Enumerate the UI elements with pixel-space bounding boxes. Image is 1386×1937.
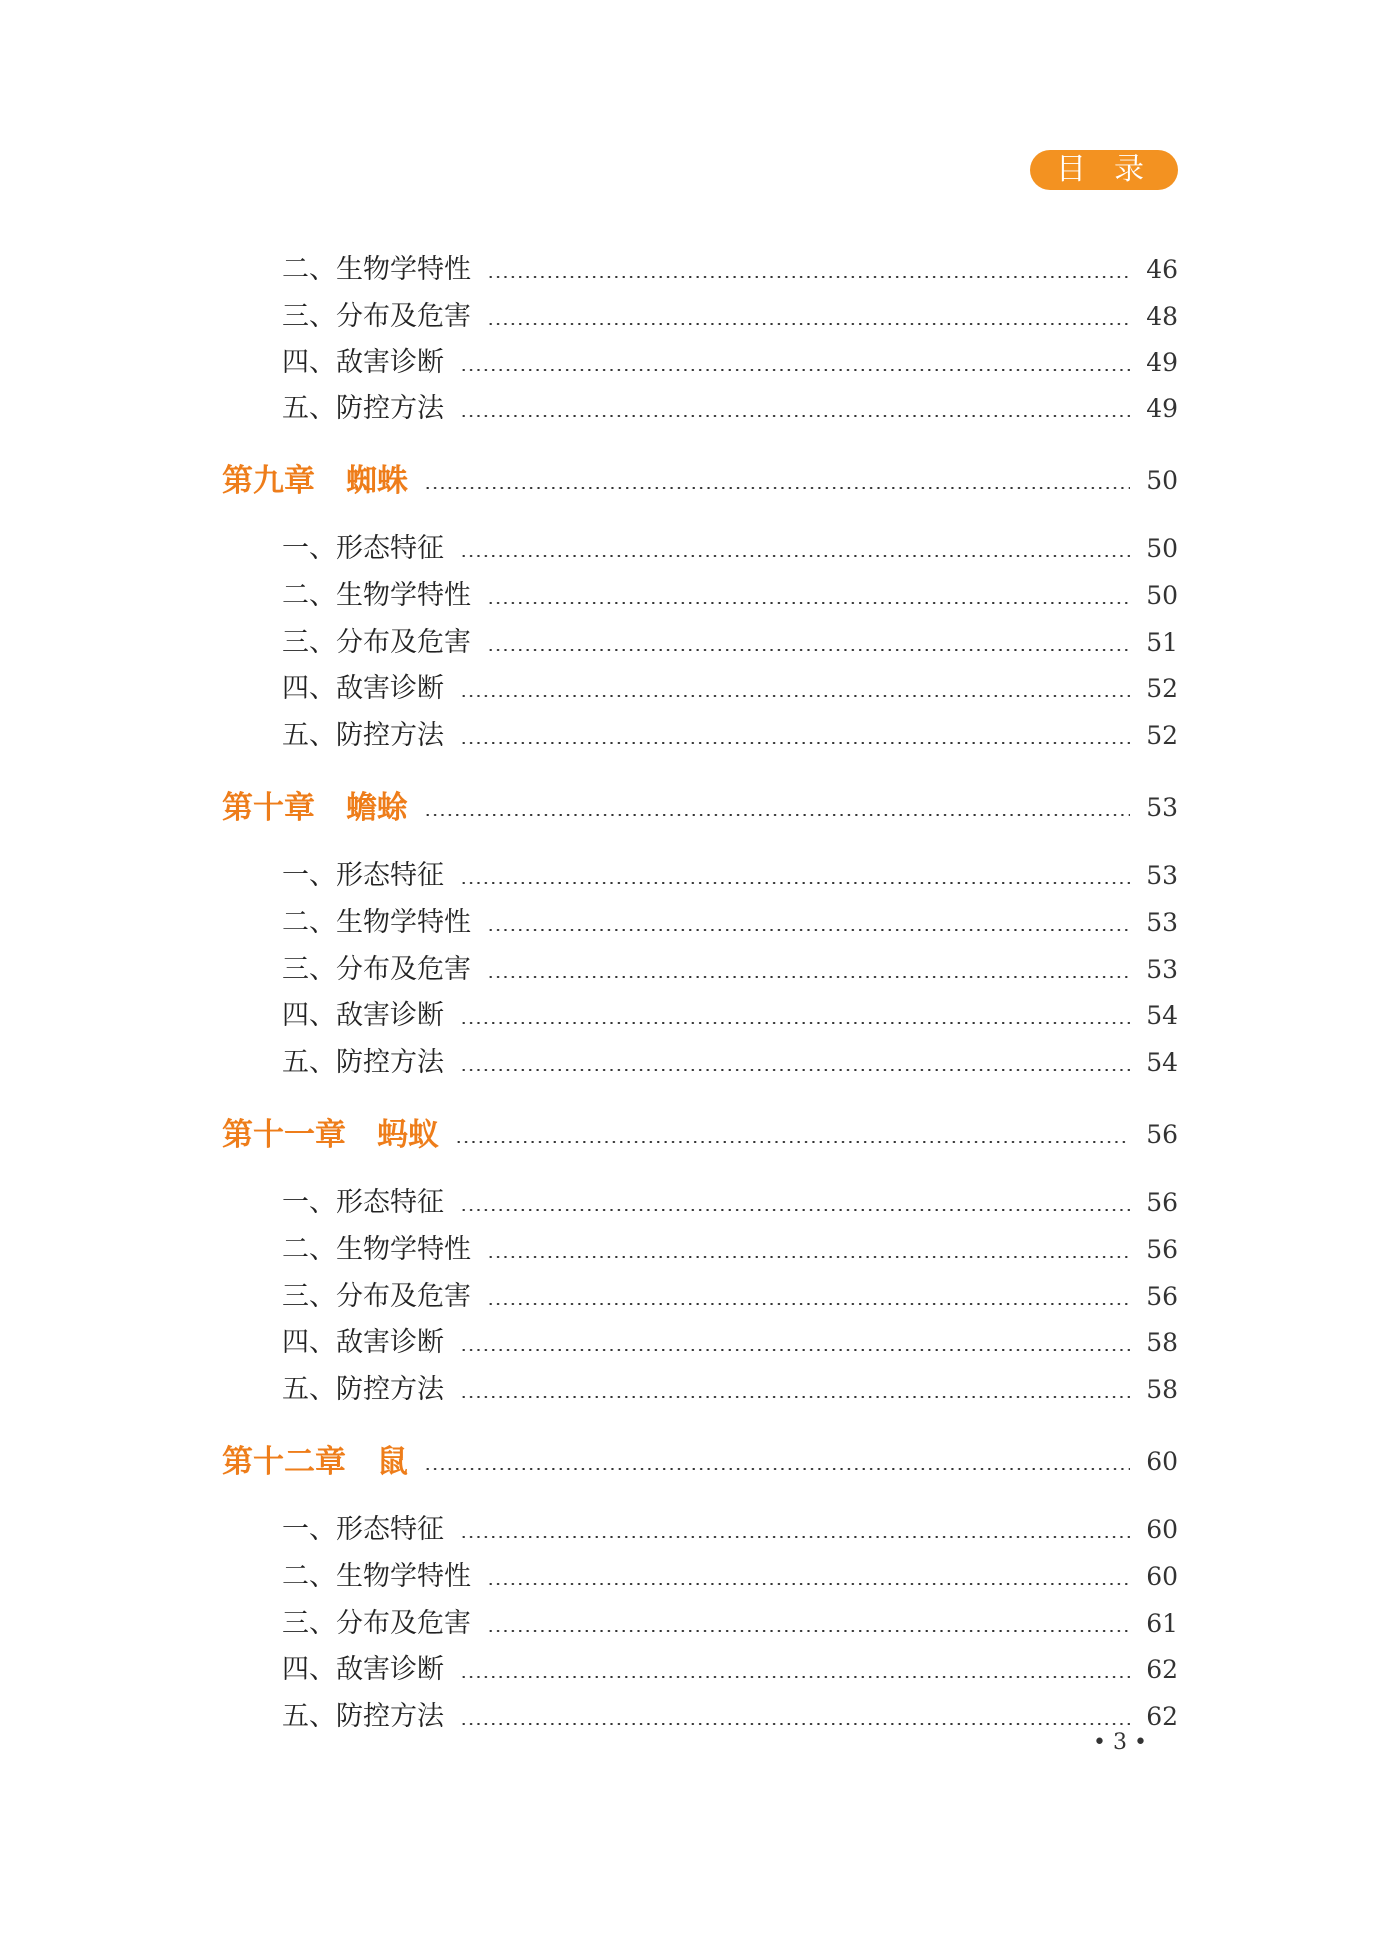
- section-title: 二、生物学特性: [282, 580, 471, 611]
- page-ref: 61: [1146, 1609, 1178, 1638]
- toc-section-entry[interactable]: [282, 1277, 1178, 1317]
- toc-section-entry[interactable]: [282, 297, 1178, 337]
- section-title: 五、防控方法: [282, 1374, 444, 1405]
- toc-chapter-entry[interactable]: [222, 788, 1178, 828]
- toc-section-entry[interactable]: [282, 716, 1178, 756]
- dot-leader: [487, 323, 1130, 325]
- dot-leader: [487, 1303, 1130, 1305]
- dot-leader: [424, 1468, 1130, 1470]
- page-ref: 56: [1146, 1188, 1178, 1217]
- page-ref: 62: [1146, 1655, 1178, 1684]
- section-title: 三、分布及危害: [282, 1608, 471, 1639]
- section-title: 一、形态特征: [282, 533, 444, 564]
- dot-leader: [424, 487, 1130, 489]
- toc-section-entry[interactable]: [282, 1697, 1178, 1737]
- dot-leader: [460, 742, 1130, 744]
- dot-leader: [487, 976, 1130, 978]
- page-ref: 50: [1146, 581, 1178, 610]
- toc-section-entry[interactable]: [282, 856, 1178, 896]
- dot-leader: [424, 814, 1130, 816]
- toc-header-badge: 目录: [1030, 150, 1178, 190]
- page-ref: 60: [1146, 1515, 1178, 1544]
- toc-section-entry[interactable]: [282, 1043, 1178, 1083]
- page-ref: 56: [1146, 1235, 1178, 1264]
- toc-section-entry[interactable]: [282, 996, 1178, 1036]
- section-title: 二、生物学特性: [282, 1561, 471, 1592]
- page-ref: 60: [1146, 1447, 1178, 1476]
- toc-section-entry[interactable]: [282, 1604, 1178, 1644]
- page-ref: 48: [1146, 302, 1178, 331]
- toc-section-entry[interactable]: [282, 903, 1178, 943]
- dot-leader: [455, 1141, 1130, 1143]
- page-number: • 3 •: [1093, 1730, 1147, 1755]
- dot-leader: [460, 695, 1130, 697]
- toc-chapter-entry[interactable]: [222, 1115, 1178, 1155]
- dot-leader: [460, 1349, 1130, 1351]
- dot-leader: [487, 602, 1130, 604]
- page-ref: 54: [1146, 1048, 1178, 1077]
- page-ref: 56: [1146, 1282, 1178, 1311]
- toc-section-entry[interactable]: [282, 623, 1178, 663]
- dot-leader: [460, 555, 1130, 557]
- section-title: 四、敌害诊断: [282, 1654, 444, 1685]
- dot-leader: [487, 649, 1130, 651]
- toc-section-entry[interactable]: [282, 343, 1178, 383]
- toc-section-entry[interactable]: [282, 1370, 1178, 1410]
- toc-section-entry[interactable]: [282, 250, 1178, 290]
- dot-leader: [487, 929, 1130, 931]
- page-ref: 53: [1146, 793, 1178, 822]
- chapter-title: 第十一章 蚂蚁: [222, 1117, 439, 1153]
- dot-leader: [460, 1676, 1130, 1678]
- dot-leader: [460, 1069, 1130, 1071]
- page-ref: 52: [1146, 721, 1178, 750]
- section-title: 三、分布及危害: [282, 954, 471, 985]
- dot-leader: [460, 1022, 1130, 1024]
- section-title: 四、敌害诊断: [282, 1000, 444, 1031]
- toc-section-entry[interactable]: [282, 389, 1178, 429]
- page-ref: 50: [1146, 466, 1178, 495]
- dot-leader: [487, 1630, 1130, 1632]
- dot-leader: [460, 1209, 1130, 1211]
- section-title: 三、分布及危害: [282, 627, 471, 658]
- section-title: 五、防控方法: [282, 1047, 444, 1078]
- page-ref: 52: [1146, 674, 1178, 703]
- dot-leader: [460, 882, 1130, 884]
- section-title: 一、形态特征: [282, 1514, 444, 1545]
- dot-leader: [460, 415, 1130, 417]
- page-ref: 51: [1146, 628, 1178, 657]
- page-ref: 46: [1146, 255, 1178, 284]
- page-ref: 53: [1146, 908, 1178, 937]
- toc-section-entry[interactable]: [282, 1183, 1178, 1223]
- page-ref: 54: [1146, 1001, 1178, 1030]
- section-title: 二、生物学特性: [282, 254, 471, 285]
- page-ref: 49: [1146, 348, 1178, 377]
- section-title: 五、防控方法: [282, 393, 444, 424]
- dot-leader: [487, 1256, 1130, 1258]
- toc-section-entry[interactable]: [282, 1230, 1178, 1270]
- page-ref: 56: [1146, 1120, 1178, 1149]
- dot-leader: [460, 1536, 1130, 1538]
- chapter-title: 第九章 蜘蛛: [222, 463, 408, 499]
- toc-section-entry[interactable]: [282, 576, 1178, 616]
- page-ref: 50: [1146, 534, 1178, 563]
- dot-leader: [487, 276, 1130, 278]
- section-title: 四、敌害诊断: [282, 347, 444, 378]
- section-title: 四、敌害诊断: [282, 1327, 444, 1358]
- toc-section-entry[interactable]: [282, 1650, 1178, 1690]
- section-title: 一、形态特征: [282, 860, 444, 891]
- toc-chapter-entry[interactable]: [222, 1442, 1178, 1482]
- section-title: 三、分布及危害: [282, 1281, 471, 1312]
- section-title: 一、形态特征: [282, 1187, 444, 1218]
- toc-section-entry[interactable]: [282, 669, 1178, 709]
- dot-leader: [487, 1583, 1130, 1585]
- section-title: 三、分布及危害: [282, 301, 471, 332]
- dot-leader: [460, 1396, 1130, 1398]
- chapter-title: 第十二章 鼠: [222, 1444, 408, 1480]
- toc-section-entry[interactable]: [282, 1323, 1178, 1363]
- page-ref: 53: [1146, 861, 1178, 890]
- toc-section-entry[interactable]: [282, 950, 1178, 990]
- section-title: 四、敌害诊断: [282, 673, 444, 704]
- section-title: 二、生物学特性: [282, 907, 471, 938]
- page-ref: 49: [1146, 394, 1178, 423]
- page-ref: 53: [1146, 955, 1178, 984]
- chapter-title: 第十章 蟾蜍: [222, 790, 408, 826]
- toc-section-entry[interactable]: [282, 1510, 1178, 1550]
- page-ref: 58: [1146, 1328, 1178, 1357]
- section-title: 五、防控方法: [282, 1701, 444, 1732]
- section-title: 二、生物学特性: [282, 1234, 471, 1265]
- page-ref: 58: [1146, 1375, 1178, 1404]
- toc-section-entry[interactable]: [282, 529, 1178, 569]
- toc-chapter-entry[interactable]: [222, 461, 1178, 501]
- toc-section-entry[interactable]: [282, 1557, 1178, 1597]
- section-title: 五、防控方法: [282, 720, 444, 751]
- page-ref: 62: [1146, 1702, 1178, 1731]
- dot-leader: [460, 369, 1130, 371]
- page-ref: 60: [1146, 1562, 1178, 1591]
- dot-leader: [460, 1723, 1130, 1725]
